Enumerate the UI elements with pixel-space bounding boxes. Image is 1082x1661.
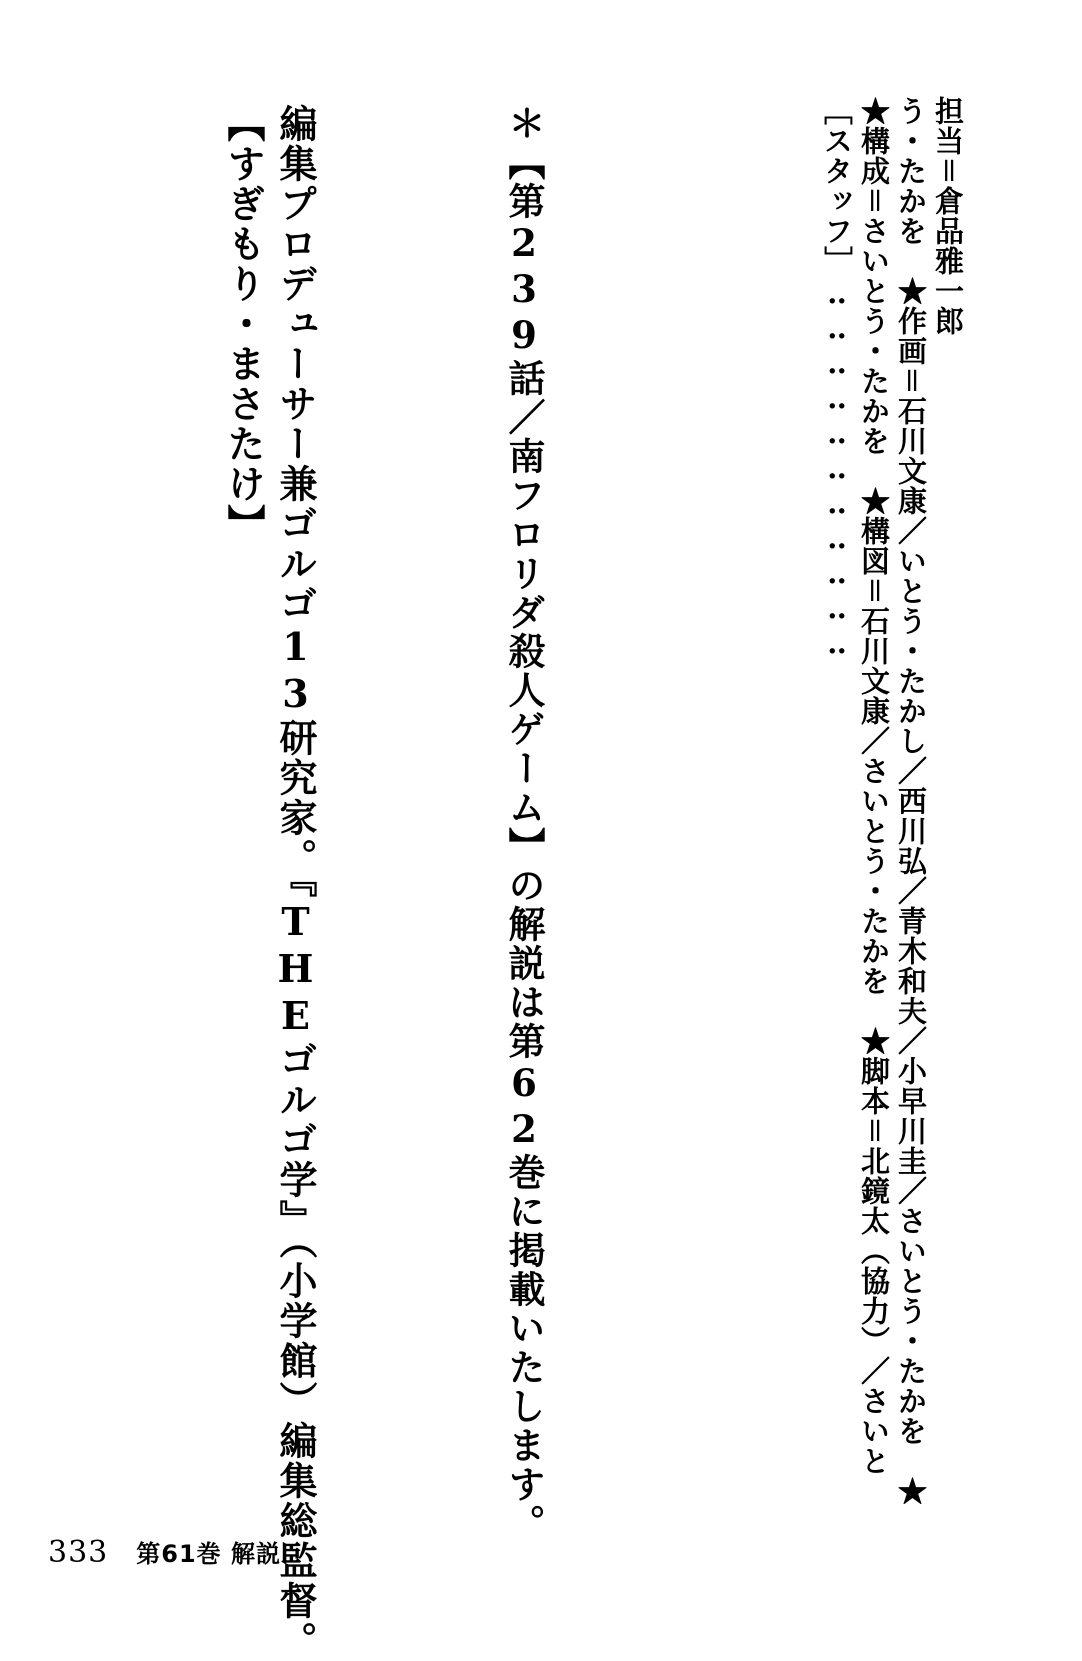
editorial-note-text: ＊【第239話／南フロリダ殺人ゲーム】の解説は第62巻に掲載いたします。 — [502, 104, 546, 1543]
page-number: 333 — [48, 1535, 109, 1570]
editorial-note-block — [502, 104, 546, 1543]
staff-column-2: う・たかを ★作画＝石川文康／いとう・たかし／西川弘／青木和夫／小早川圭／さいとう・たかを ★ — [894, 96, 928, 1506]
running-head: 第61巻 解説 — [136, 1540, 282, 1568]
contributor-name: 【すぎもり・まさたけ】 — [221, 104, 266, 544]
staff-column-3: 担当＝倉品雅一郎 — [931, 96, 965, 336]
staff-credits-block — [814, 96, 965, 1506]
staff-heading: ［スタッフ］‥‥‥‥‥‥‥‥‥‥‥ — [820, 96, 854, 661]
contributor-description: 編集プロデューサー兼ゴルゴ13研究家。『THEゴルゴ学』（小学館）編集総監督。 — [273, 104, 318, 1661]
contributor-credit-block — [210, 104, 318, 1661]
staff-column-1: ★構成＝さいとう・たかを ★構図＝石川文康／さいとう・たかを ★脚本＝北鏡太（協力）／さいと — [857, 96, 891, 1476]
page-footer — [48, 1534, 281, 1570]
